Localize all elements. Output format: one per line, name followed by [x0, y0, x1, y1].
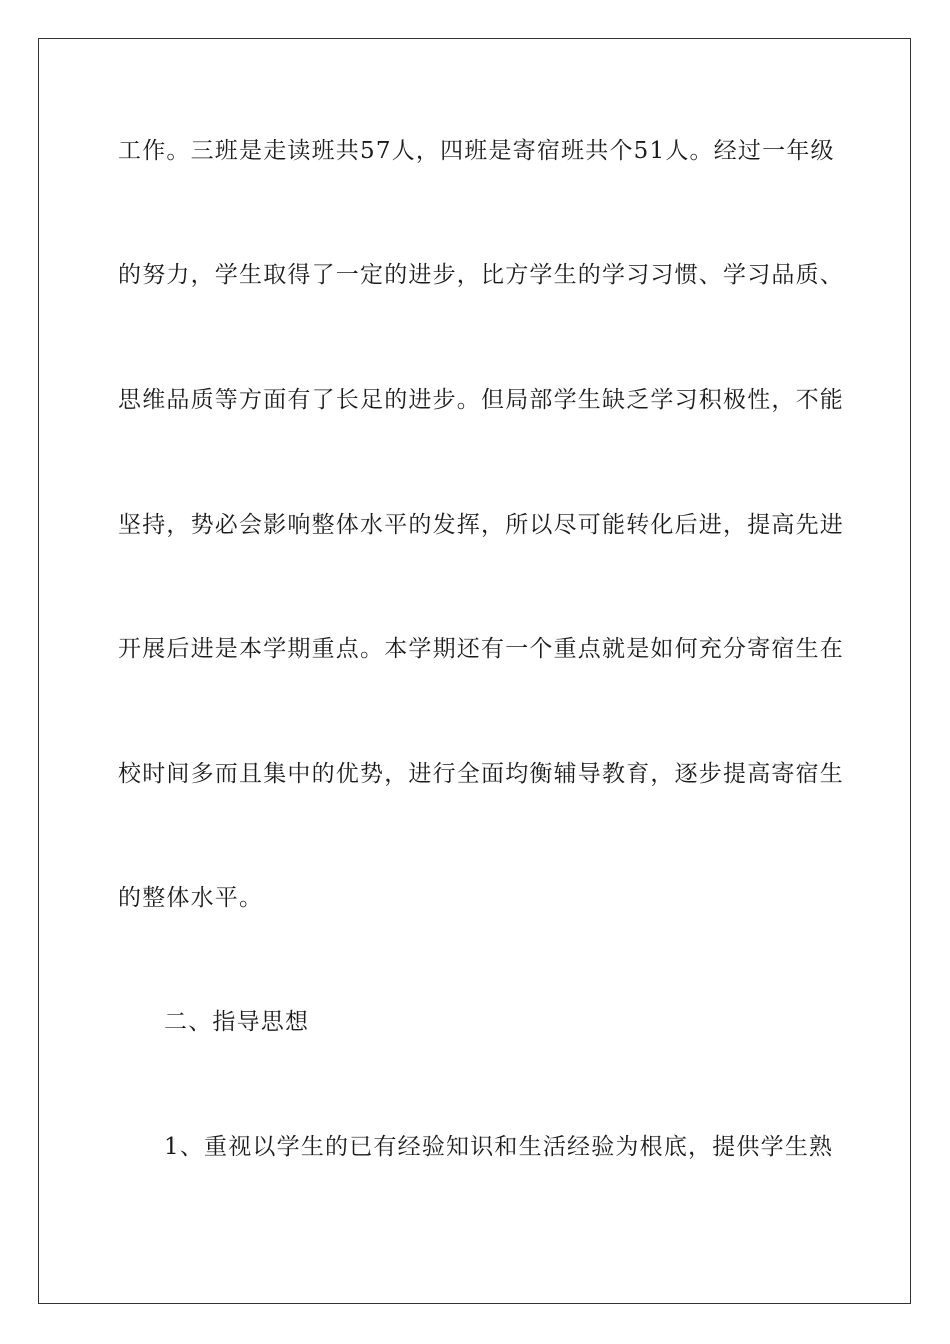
paragraph-line: 工作。三班是走读班共57人，四班是寄宿班共个51人。经过一年级: [118, 138, 835, 164]
section-heading: 二、指导思想: [164, 1009, 310, 1035]
paragraph-line: 开展后进是本学期重点。本学期还有一个重点就是如何充分寄宿生在: [118, 636, 844, 662]
list-item: 1、重视以学生的已有经验知识和生活经验为根底，提供学生熟: [164, 1134, 834, 1160]
paragraph-line: 校时间多而且集中的优势，进行全面均衡辅导教育，逐步提高寄宿生: [118, 761, 844, 787]
paragraph-line: 坚持，势必会影响整体水平的发挥，所以尽可能转化后进，提高先进: [118, 512, 844, 538]
paragraph-line: 的努力，学生取得了一定的进步，比方学生的学习习惯、学习品质、: [118, 262, 844, 288]
paragraph-line: 的整体水平。: [118, 885, 264, 911]
paragraph-line: 思维品质等方面有了长足的进步。但局部学生缺乏学习积极性，不能: [118, 387, 844, 413]
page-frame: [38, 38, 911, 1304]
